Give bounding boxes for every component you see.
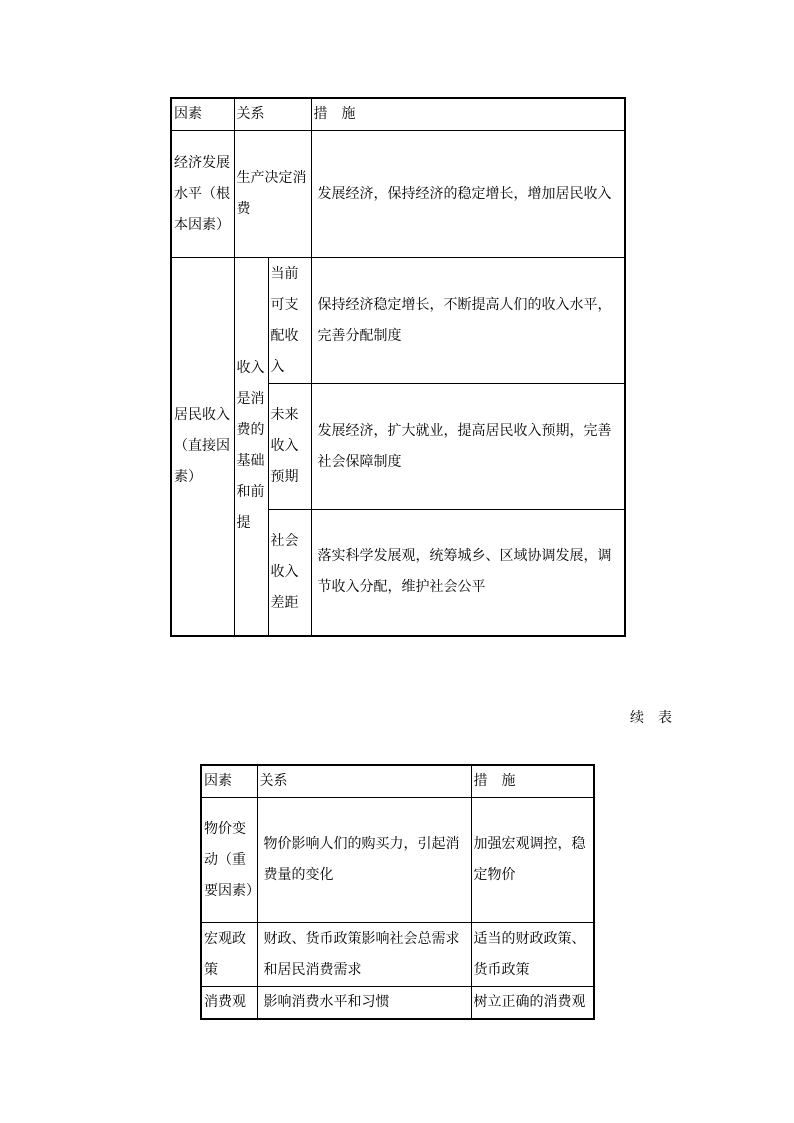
cell-factor: 消费观 — [201, 987, 257, 1020]
cell-sub-factor: 当前可支配收入 — [268, 258, 311, 384]
table-row — [201, 923, 594, 987]
header-relation: 关系 — [257, 765, 471, 798]
cell-measure: 落实科学发展观，统筹城乡、区域协调发展，调节收入分配，维护社会公平 — [311, 510, 625, 636]
factors-table — [170, 97, 626, 637]
cell-measure: 适当的财政政策、货币政策 — [471, 923, 594, 987]
table-row — [171, 131, 625, 258]
header-measure: 措 施 — [311, 98, 625, 131]
cell-factor: 经济发展水平（根本因素） — [171, 131, 234, 258]
cell-relation: 物价影响人们的购买力，引起消费量的变化 — [257, 798, 471, 923]
cell-measure: 加强宏观调控，稳定物价 — [471, 798, 594, 923]
factors-table-continued — [200, 764, 595, 1020]
cell-measure: 发展经济，扩大就业，提高居民收入预期，完善社会保障制度 — [311, 384, 625, 510]
cell-factor: 物价变动（重要因素） — [201, 798, 257, 923]
table-header-row — [201, 765, 594, 798]
cell-relation: 生产决定消费 — [234, 131, 311, 258]
cell-measure: 保持经济稳定增长，不断提高人们的收入水平，完善分配制度 — [311, 258, 625, 384]
table-row — [171, 258, 625, 384]
cell-sub-factor: 未来收入预期 — [268, 384, 311, 510]
cell-relation: 财政、货币政策影响社会总需求和居民消费需求 — [257, 923, 471, 987]
table-row — [201, 798, 594, 923]
cell-relation: 影响消费水平和习惯 — [257, 987, 471, 1020]
header-factor: 因素 — [171, 98, 234, 131]
cell-measure: 树立正确的消费观 — [471, 987, 594, 1020]
header-measure: 措 施 — [471, 765, 594, 798]
cell-factor: 居民收入（直接因素） — [171, 258, 234, 636]
table-row — [201, 987, 594, 1020]
table-header-row — [171, 98, 625, 131]
continued-label: 续 表 — [630, 710, 672, 726]
header-factor: 因素 — [201, 765, 257, 798]
cell-sub-factor: 社会收入差距 — [268, 510, 311, 636]
header-relation: 关系 — [234, 98, 311, 131]
cell-measure: 发展经济，保持经济的稳定增长，增加居民收入 — [311, 131, 625, 258]
cell-relation: 收入是消费的基础和前提 — [234, 258, 268, 636]
cell-factor: 宏观政策 — [201, 923, 257, 987]
